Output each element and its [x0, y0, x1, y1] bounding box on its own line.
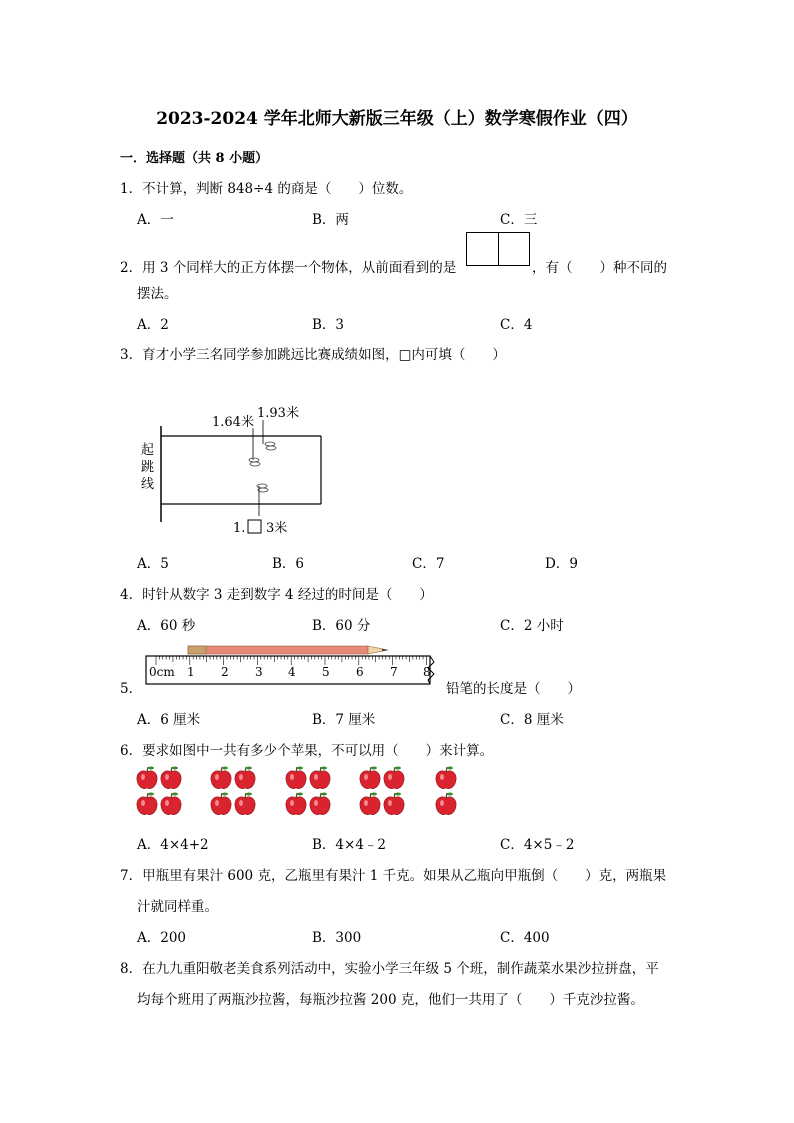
apple-icon: [235, 793, 255, 815]
apple-icon: [211, 767, 231, 789]
ruler-figure: [142, 642, 444, 688]
ruler-label-5: 5: [322, 665, 330, 679]
apple-icon: [286, 793, 306, 815]
apple-icon: [360, 793, 380, 815]
apple-icon: [360, 767, 380, 789]
question-7-line1: 7．甲瓶里有果汁 600 克，乙瓶里有果汁 1 千克。如果从乙瓶向甲瓶倒（ ）克，两瓶果: [120, 868, 667, 884]
label-1-dot: 1.: [233, 521, 246, 536]
section-heading: 一．选择题（共 8 小题）: [120, 151, 269, 166]
q1-option-c[interactable]: C．三: [500, 212, 538, 228]
label-1-64m: 1.64米: [212, 415, 254, 430]
apple-icon: [310, 767, 330, 789]
q7-option-a[interactable]: A．200: [137, 930, 187, 946]
apple-icon: [384, 793, 404, 815]
q5-option-b[interactable]: B．7 厘米: [312, 712, 376, 728]
apples-figure: [134, 766, 464, 818]
q3-option-d[interactable]: D．9: [545, 556, 578, 572]
pencil-icon: [188, 646, 388, 654]
long-jump-figure: [135, 398, 335, 538]
blank-square: [248, 520, 261, 533]
q6-option-a[interactable]: A．4×4+2: [137, 837, 209, 853]
apple-icon: [137, 793, 157, 815]
q2-option-b[interactable]: B．3: [312, 317, 345, 333]
start-line-char-3: 线: [141, 477, 155, 492]
question-4-text: 4．时针从数字 3 走到数字 4 经过的时间是（ ）: [120, 587, 433, 603]
q1-option-a[interactable]: A．一: [137, 212, 174, 228]
ruler-label-4: 4: [288, 665, 296, 679]
q3-option-c[interactable]: C．7: [412, 556, 445, 572]
question-5-number: 5．: [120, 681, 143, 697]
apple-icon: [161, 793, 181, 815]
label-3m: 3米: [266, 521, 288, 536]
question-6-text: 6．要求如图中一共有多少个苹果，不可以用（ ）来计算。: [120, 743, 494, 759]
q5-option-c[interactable]: C．8 厘米: [500, 712, 564, 728]
q1-option-b[interactable]: B．两: [312, 212, 349, 228]
apple-icon: [436, 767, 456, 789]
question-2-text-line2: 摆法。: [137, 286, 178, 302]
page-title: 2023-2024 学年北师大新版三年级（上）数学寒假作业（四）: [156, 109, 638, 129]
question-3-text: 3．育才小学三名同学参加跳远比赛成绩如图，□内可填（ ）: [120, 347, 506, 363]
q2-option-a[interactable]: A．2: [137, 317, 169, 333]
start-line-char-1: 起: [141, 443, 155, 458]
ruler-label-1: 1: [187, 665, 195, 679]
ruler-label-2: 2: [221, 665, 229, 679]
q3-option-b[interactable]: B．6: [272, 556, 305, 572]
question-2-text-post: ，有（ ）种不同的: [532, 260, 667, 276]
apple-icon: [211, 793, 231, 815]
apple-icon: [310, 793, 330, 815]
q3-option-a[interactable]: A．5: [137, 556, 169, 572]
question-8-line2: 均每个班用了两瓶沙拉酱，每瓶沙拉酱 200 克，他们一共用了（ ）千克沙拉酱。: [137, 992, 644, 1008]
apple-icon: [137, 767, 157, 789]
ruler-label-6: 6: [356, 665, 364, 679]
q6-option-b[interactable]: B．4×4﹣2: [312, 837, 386, 853]
apple-icon: [286, 767, 306, 789]
front-view-divider: [498, 233, 499, 265]
q7-option-c[interactable]: C．400: [500, 930, 550, 946]
q2-option-c[interactable]: C．4: [500, 317, 533, 333]
ruler-label-3: 3: [255, 665, 263, 679]
question-7-line2: 汁就同样重。: [137, 899, 218, 915]
apple-icon: [384, 767, 404, 789]
ruler-label-7: 7: [390, 665, 398, 679]
apple-icon: [161, 767, 181, 789]
ruler-label-8: 8: [423, 665, 431, 679]
q7-option-b[interactable]: B．300: [312, 930, 362, 946]
question-5-text: 铅笔的长度是（ ）: [446, 681, 581, 697]
q4-option-a[interactable]: A．60 秒: [137, 618, 196, 634]
question-1-text: 1．不计算，判断 848÷4 的商是（ ）位数。: [120, 181, 413, 197]
q4-option-b[interactable]: B．60 分: [312, 618, 371, 634]
apple-icon: [436, 793, 456, 815]
ruler-label-0cm: 0cm: [149, 665, 175, 679]
question-2-text-pre: 2．用 3 个同样大的正方体摆一个物体，从前面看到的是: [120, 260, 457, 276]
question-8-line1: 8．在九九重阳敬老美食系列活动中，实验小学三年级 5 个班，制作蔬菜水果沙拉拼盘，平: [120, 961, 659, 977]
q4-option-c[interactable]: C．2 小时: [500, 618, 564, 634]
q5-option-a[interactable]: A．6 厘米: [137, 712, 201, 728]
q6-option-c[interactable]: C．4×5﹣2: [500, 837, 575, 853]
front-view-figure: [466, 232, 530, 266]
apple-icon: [235, 767, 255, 789]
start-line-char-2: 跳: [141, 460, 155, 475]
label-1-93m: 1.93米: [257, 406, 299, 421]
